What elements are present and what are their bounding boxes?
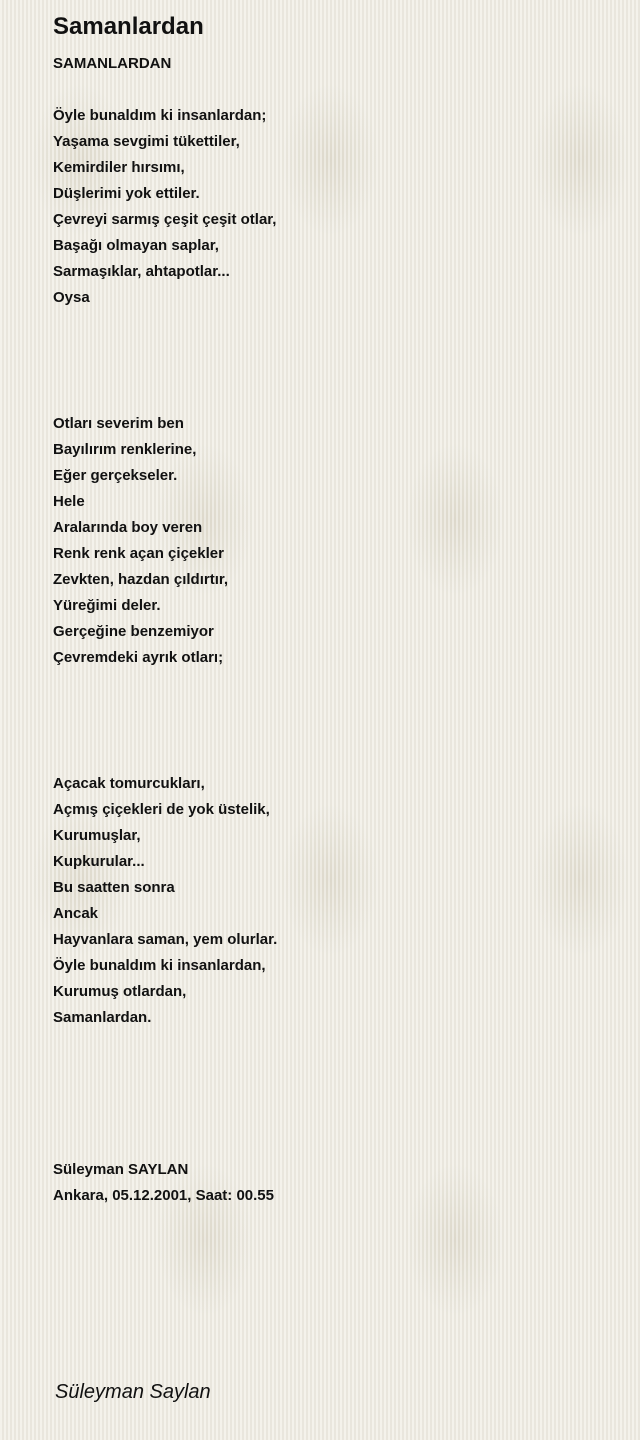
- stanza-gap: [53, 311, 613, 411]
- poem-line: Bayılırım renklerine,: [53, 441, 197, 458]
- poem-line: Oysa: [53, 289, 90, 306]
- author-signature: Süleyman Saylan: [55, 1381, 211, 1403]
- stanza-2: [53, 411, 613, 671]
- poem-line: Başağı olmayan saplar,: [53, 237, 219, 254]
- stanza-3: [53, 771, 613, 1031]
- poem-line: Eğer gerçekseler.: [53, 467, 178, 484]
- poem-line: Hele: [53, 493, 85, 510]
- poem-line: Bu saatten sonra: [53, 879, 175, 896]
- poem-line: Kupkurular...: [53, 853, 145, 870]
- poem-body: [53, 51, 613, 1209]
- poem-line: Hayvanlara saman, yem olurlar.: [53, 931, 278, 948]
- poem-line: Zevkten, hazdan çıldırtır,: [53, 571, 229, 588]
- poem-line: Öyle bunaldım ki insanlardan,: [53, 957, 266, 974]
- poem-line: Samanlardan.: [53, 1009, 152, 1026]
- poem-line: Çevremdeki ayrık otları;: [53, 649, 224, 666]
- poem-line: Renk renk açan çiçekler: [53, 545, 224, 562]
- poem-line: Sarmaşıklar, ahtapotlar...: [53, 263, 230, 280]
- poem-subtitle: SAMANLARDAN: [53, 55, 172, 72]
- blank-line: [53, 77, 613, 103]
- poem-line: Düşlerimi yok ettiler.: [53, 185, 200, 202]
- poem-line: Kurumuşlar,: [53, 827, 141, 844]
- poem-line: Ancak: [53, 905, 99, 922]
- poem-line: Yüreğimi deler.: [53, 597, 161, 614]
- author-line: Süleyman SAYLAN: [53, 1161, 189, 1178]
- stanza-gap: [53, 1031, 613, 1157]
- poem-line: Açmış çiçekleri de yok üstelik,: [53, 801, 270, 818]
- poem-line: Aralarında boy veren: [53, 519, 203, 536]
- poem-line: Kurumuş otlardan,: [53, 983, 187, 1000]
- poem-line: Açacak tomurcukları,: [53, 775, 205, 792]
- poem-line: Otları severim ben: [53, 415, 184, 432]
- stanza-gap: [53, 671, 613, 771]
- poem-line: Kemirdiler hırsımı,: [53, 159, 185, 176]
- poem-title: Samanlardan: [53, 13, 204, 40]
- poem-line: Gerçeğine benzemiyor: [53, 623, 214, 640]
- poem-line: Öyle bunaldım ki insanlardan;: [53, 107, 267, 124]
- poem-line: Çevreyi sarmış çeşit çeşit otlar,: [53, 211, 277, 228]
- place-date-line: Ankara, 05.12.2001, Saat: 00.55: [53, 1187, 274, 1204]
- poem-footer: [53, 1157, 613, 1209]
- poem-line: Yaşama sevgimi tükettiler,: [53, 133, 240, 150]
- stanza-1: [53, 103, 613, 311]
